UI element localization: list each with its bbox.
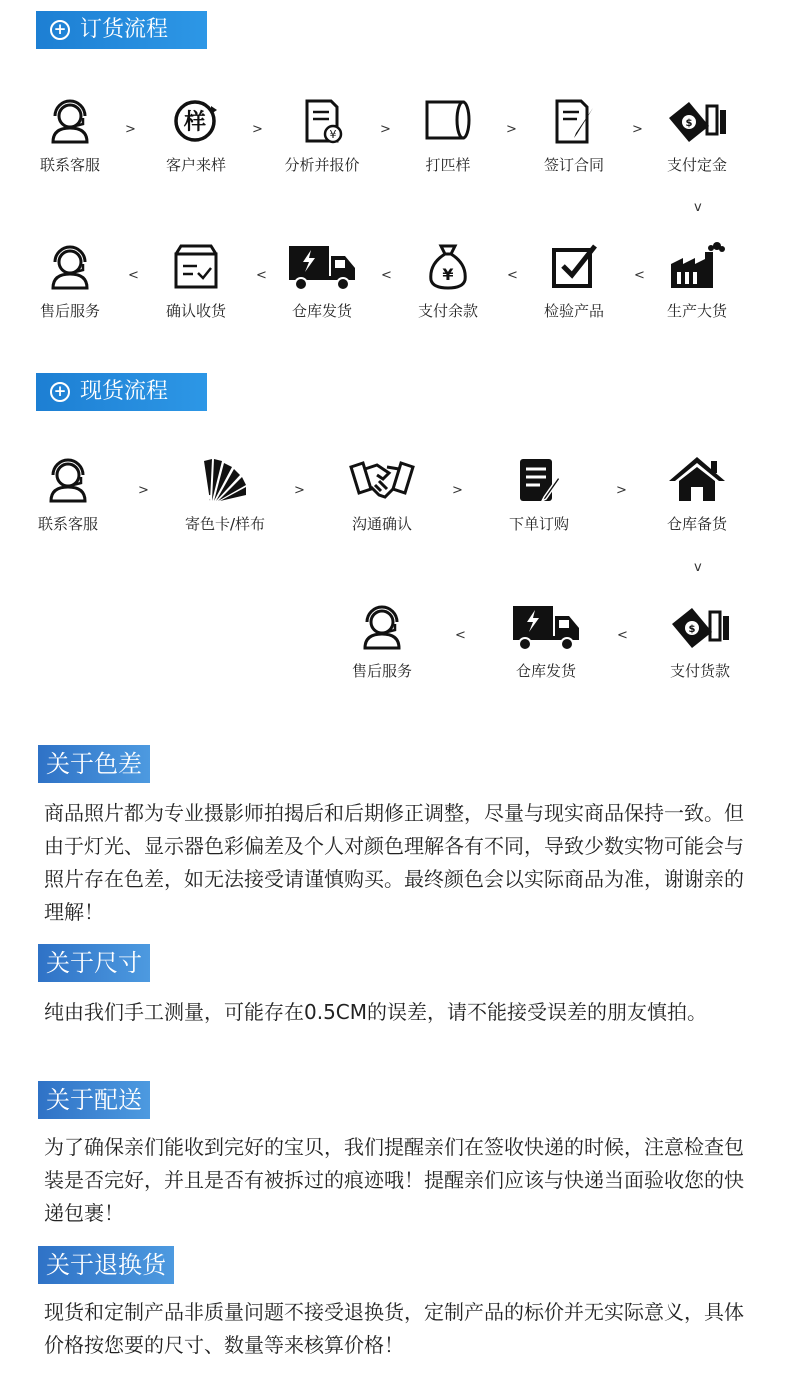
headset-person-icon xyxy=(43,455,93,505)
contract-sign-icon xyxy=(549,96,599,146)
quote-document-icon xyxy=(297,96,347,146)
arrow-left: < xyxy=(381,268,392,283)
step-label: 支付定金 xyxy=(666,156,727,174)
arrow-left: < xyxy=(634,268,645,283)
factory-icon xyxy=(667,242,727,292)
step-label: 寄色卡/样布 xyxy=(184,515,266,533)
arrow-right: > xyxy=(125,122,136,137)
step-pay-balance xyxy=(388,242,508,321)
headset-person-icon xyxy=(357,602,407,652)
delivery-text: 为了确保亲们能收到完好的宝贝，我们提醒亲们在签收快递的时候，注意检查包装是否完好，并且是否有被拆过的痕迹哦！提醒亲们应该与快递当面验收您的快递包裹！ xyxy=(44,1135,744,1225)
delivery-title: 关于配送 xyxy=(38,1081,150,1119)
delivery-truck-icon xyxy=(511,602,581,652)
plus-circle-icon: + xyxy=(50,20,70,40)
step-label: 售后服务 xyxy=(39,302,100,320)
step-analysis-quote xyxy=(262,96,382,175)
plus-circle-icon: + xyxy=(50,382,70,402)
step-label: 打匹样 xyxy=(425,156,471,174)
step-label: 仓库备货 xyxy=(666,515,727,533)
step-communicate-confirm xyxy=(322,455,442,534)
step-warehouse-ship xyxy=(486,602,606,681)
arrow-left: < xyxy=(507,268,518,283)
step-label: 确认收货 xyxy=(165,302,226,320)
step-label: 联系客服 xyxy=(37,515,98,533)
step-label: 沟通确认 xyxy=(351,515,412,533)
money-payment-icon xyxy=(665,96,729,146)
step-label: 仓库发货 xyxy=(291,302,352,320)
sample-char: 样 xyxy=(183,110,207,135)
arrow-right: > xyxy=(452,483,463,498)
step-label: 签订合同 xyxy=(543,156,604,174)
color-swatch-fan-icon xyxy=(200,455,250,505)
color-diff-text: 商品照片都为专业摄影师拍揭后和后期修正调整，尽量与现实商品保持一致。但由于灯光、显示器色彩偏差及个人对颜色理解各有不同，导致少数实物可能会与照片存在色差，如无法接受请谨慎购买。最终颜色会以实际商品为准，谢谢亲的理解！ xyxy=(44,801,744,924)
delivery-truck-icon xyxy=(287,242,357,292)
step-customer-sample xyxy=(136,96,256,175)
step-place-order xyxy=(479,455,599,534)
svg-text:$: $ xyxy=(685,118,693,129)
step-label: 客户来样 xyxy=(165,156,226,174)
arrow-right: > xyxy=(632,122,643,137)
arrow-down: v xyxy=(694,560,702,575)
step-after-sales xyxy=(10,242,130,321)
money-payment-icon xyxy=(668,602,732,652)
arrow-right: > xyxy=(294,483,305,498)
arrow-right: > xyxy=(252,122,263,137)
step-label: 检验产品 xyxy=(543,302,604,320)
step-mass-production xyxy=(637,242,757,321)
headset-person-icon xyxy=(45,96,95,146)
handshake-icon xyxy=(349,455,415,505)
step-warehouse-ship xyxy=(262,242,382,321)
returns-text: 现货和定制产品非质量问题不接受退换货，定制产品的标价并无实际意义，具体价格按您要的尺寸、数量等来核算价格！ xyxy=(44,1300,744,1357)
money-bag-icon xyxy=(423,242,473,292)
package-check-icon xyxy=(171,242,221,292)
step-sign-contract xyxy=(514,96,634,175)
stock-flow-header xyxy=(36,373,207,411)
step-after-sales xyxy=(322,602,442,681)
step-label: 下单订购 xyxy=(508,515,569,533)
step-inspect-product xyxy=(514,242,634,321)
order-form-icon xyxy=(514,455,564,505)
fabric-roll-icon xyxy=(423,96,473,146)
size-text: 纯由我们手工测量，可能存在0.5CM的误差，请不能接受误差的朋友慎拍。 xyxy=(44,1000,708,1024)
returns-title: 关于退换货 xyxy=(38,1246,174,1284)
order-flow-header xyxy=(36,11,207,49)
stock-flow-title: 现货流程 xyxy=(80,379,169,404)
sample-icon xyxy=(171,96,221,146)
step-color-card xyxy=(165,455,285,534)
arrow-right: > xyxy=(506,122,517,137)
yen-char: ¥ xyxy=(329,128,337,141)
step-label: 分析并报价 xyxy=(284,156,360,174)
arrow-left: < xyxy=(617,628,628,643)
arrow-right: > xyxy=(138,483,149,498)
step-confirm-receipt xyxy=(136,242,256,321)
arrow-left: < xyxy=(455,628,466,643)
arrow-right: > xyxy=(616,483,627,498)
svg-text:$: $ xyxy=(688,624,696,635)
step-contact-service xyxy=(10,96,130,175)
color-diff-title: 关于色差 xyxy=(38,745,150,783)
headset-person-icon xyxy=(45,242,95,292)
step-pay-goods xyxy=(640,602,760,681)
arrow-left: < xyxy=(256,268,267,283)
step-label: 支付货款 xyxy=(669,662,730,680)
order-flow-title: 订货流程 xyxy=(80,17,169,42)
step-label: 生产大货 xyxy=(666,302,727,320)
step-contact-service xyxy=(8,455,128,534)
step-pay-deposit xyxy=(637,96,757,175)
step-label: 仓库发货 xyxy=(515,662,576,680)
step-warehouse-prepare xyxy=(637,455,757,534)
step-label: 支付余款 xyxy=(417,302,478,320)
step-label: 售后服务 xyxy=(351,662,412,680)
arrow-left: < xyxy=(128,268,139,283)
size-title: 关于尺寸 xyxy=(38,944,150,982)
home-icon xyxy=(667,455,727,505)
step-label: 联系客服 xyxy=(39,156,100,174)
arrow-right: > xyxy=(380,122,391,137)
yen-char: ¥ xyxy=(442,265,454,284)
checkbox-icon xyxy=(549,242,599,292)
arrow-down: v xyxy=(694,200,702,215)
step-sample-match xyxy=(388,96,508,175)
